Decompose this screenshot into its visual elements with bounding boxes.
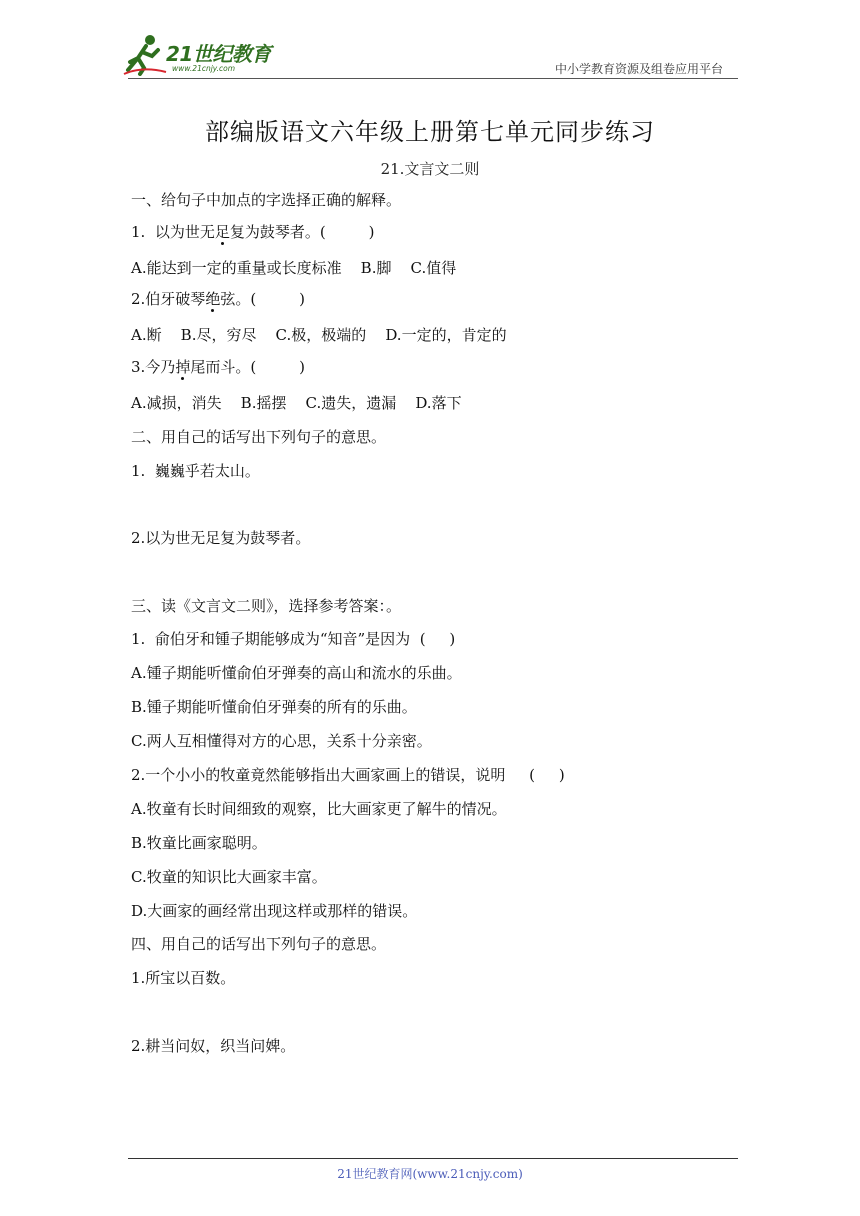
section1-question-1 <box>131 222 375 242</box>
section4-heading: 四、用自己的话写出下列句子的意思。 <box>131 935 387 953</box>
section3-q2-option-b: B.牧童比画家聪明。 <box>131 834 267 852</box>
q2-dotted-char: 绝 <box>205 290 221 308</box>
header-divider <box>128 78 738 79</box>
q1-dotted-char: 足 <box>214 223 230 241</box>
section3-question-1: 1. 俞伯牙和锺子期能够成为“知音”是因为 ( ) <box>131 630 456 648</box>
section1-question-3 <box>131 357 305 377</box>
section3-heading: 三、读《文言文二则》，选择参考答案：。 <box>131 597 402 615</box>
section2-heading: 二、用自己的话写出下列句子的意思。 <box>131 428 387 446</box>
section2-question-1: 1. 巍巍乎若太山。 <box>131 462 260 480</box>
q3-text-a: 3.今乃 <box>131 358 176 376</box>
q1-text-a: 1. 以为世无 <box>131 223 215 241</box>
section1-question-2-options: A.断 B.尽，穷尽 C.极，极端的 D.一定的，肯定的 <box>131 326 507 344</box>
logo-text: 21世纪教育 <box>166 42 271 66</box>
q3-dotted-char: 掉 <box>175 358 191 376</box>
section4-question-2: 2.耕当问奴，织当问婢。 <box>131 1037 296 1055</box>
section3-question-2: 2.一个小小的牧童竟然能够指出大画家画上的错误，说明 ( ) <box>131 766 565 784</box>
section3-q2-option-c: C.牧童的知识比大画家丰富。 <box>131 868 327 886</box>
q1-text-b: 复为鼓琴者。( ) <box>229 223 375 241</box>
section3-q2-option-a: A.牧童有长时间细致的观察，比大画家更了解牛的情况。 <box>131 800 507 818</box>
section1-question-3-options: A.减损，消失 B.摇摆 C.遗失，遗漏 D.落下 <box>131 394 462 412</box>
platform-tagline: 中小学教育资源及组卷应用平台 <box>554 62 723 76</box>
section3-q1-option-c: C.两人互相懂得对方的心思，关系十分亲密。 <box>131 732 432 750</box>
section4-question-1: 1.所宝以百数。 <box>131 969 236 987</box>
footer-divider <box>128 1158 738 1159</box>
section3-q1-option-b: B.锺子期能听懂俞伯牙弹奏的所有的乐曲。 <box>131 698 417 716</box>
logo <box>122 32 292 82</box>
q2-text-b: 弦。( ) <box>220 290 305 308</box>
lesson-subtitle: 21.文言文二则 <box>380 160 480 178</box>
section3-q1-option-a: A.锺子期能听懂俞伯牙弹奏的高山和流水的乐曲。 <box>131 664 462 682</box>
logo-url: www.21cnjy.com <box>172 64 236 73</box>
page-title: 部编版语文六年级上册第七单元同步练习 <box>205 118 655 146</box>
section1-question-1-options: A.能达到一定的重量或长度标准 B.脚 C.值得 <box>131 259 457 277</box>
section3-q2-option-d: D.大画家的画经常出现这样或那样的错误。 <box>131 902 418 920</box>
section2-question-2: 2.以为世无足复为鼓琴者。 <box>131 529 311 547</box>
page-header <box>0 0 860 90</box>
q2-text-a: 2.伯牙破琴 <box>131 290 206 308</box>
section1-question-2 <box>131 289 305 309</box>
runner-icon <box>122 32 168 76</box>
q3-text-b: 尾而斗。( ) <box>190 358 305 376</box>
section1-heading: 一、给句子中加点的字选择正确的解释。 <box>131 191 402 209</box>
footer-source: 21世纪教育网(www.21cnjy.com) <box>337 1167 523 1181</box>
